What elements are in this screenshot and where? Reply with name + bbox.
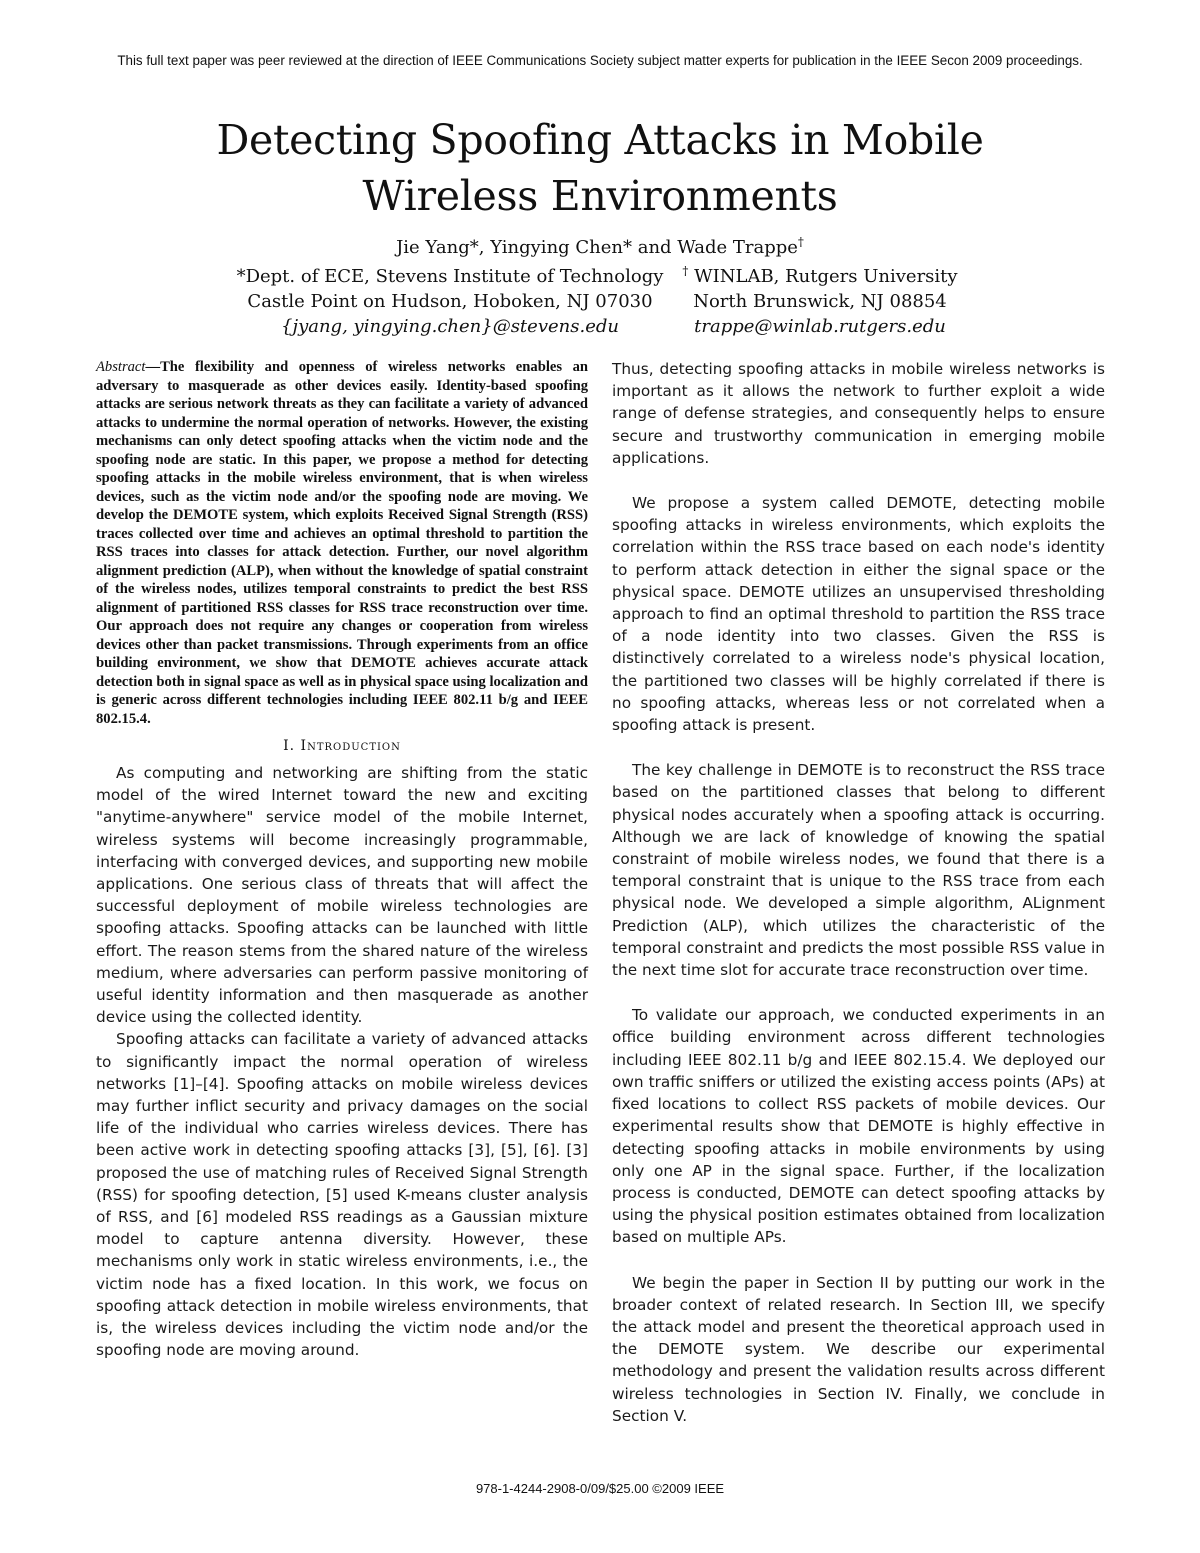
affiliation-stevens-email: {jyang, yingying.chen}@stevens.edu xyxy=(281,316,619,337)
affiliation-winlab-address: North Brunswick, NJ 08854 xyxy=(693,291,947,312)
author-dagger: † xyxy=(797,235,804,249)
affiliation-stevens-address: Castle Point on Hudson, Hoboken, NJ 07030 xyxy=(247,291,653,312)
title-line-2: Wireless Environments xyxy=(362,172,838,220)
intro-paragraph-2: Spoofing attacks can facilitate a variety of advanced attacks to significantly impact the normal operation of wireless networks [1]–[4]. Spoofing attacks on mobile wireless devices may further inflict security and privacy damages on the social life of the individual who carries wireless devices. There has been active work in detecting spoofing attacks [3], [5], [6]. [3] proposed the use of matching rules of Received Signal Strength (RSS) for spoofing detection, [5] used K-means cluster analysis of RSS, and [6] modeled RSS readings as a Gaussian mixture model to capture antenna diversity. However, these mechanisms only work in static wireless environments, i.e., the victim node has a fixed location. In this work, we focus on spoofing attack detection in mobile wireless environments, that is, the wireless devices including the victim node and/or the spoofing node are moving around. xyxy=(96,1030,588,1360)
affiliation-winlab-name: WINLAB, Rutgers University xyxy=(688,266,958,287)
right-column xyxy=(612,358,1105,1427)
abstract-label: Abstract xyxy=(96,359,146,375)
left-column xyxy=(96,358,588,1361)
right-paragraph-5: We begin the paper in Section II by putting our work in the broader context of related research. In Section III, we specify the attack model and present the theoretical approach used in the DEMOTE system. We describe our experimental methodology and present the validation results across different wireless technologies in Section IV. Finally, we conclude in Section V. xyxy=(612,1273,1105,1425)
section-heading-introduction: I. Introduction xyxy=(283,738,401,754)
right-paragraph-4: To validate our approach, we conducted experiments in an office building environment across different technologies including IEEE 802.11 b/g and IEEE 802.15.4. We deployed our own traffic sniffers or utilized the existing access points (APs) at fixed locations to collect RSS packets of mobile devices. Our experimental results show that DEMOTE is highly effective in detecting spoofing attacks in mobile environments by using only one AP in the signal space. Further, if the localization process is conducted, DEMOTE can detect spoofing attacks by using the physical position estimates obtained from localization based on multiple APs. xyxy=(612,1006,1105,1247)
author-list xyxy=(0,237,1200,259)
right-paragraph-3: The key challenge in DEMOTE is to reconstruct the RSS trace based on the partitioned classes that belong to different physical nodes accurately when a spoofing attack is occurring. Although we are lack of knowledge of knowing the spatial constraint of mobile wireless nodes, we found that there is a temporal constraint that is unique to the RSS trace from each physical node. We developed a simple algorithm, ALignment Prediction (ALP), which utilizes the characteristic of the temporal constraint and predicts the most possible RSS value in the next time slot for accurate trace reconstruction over time. xyxy=(612,761,1105,980)
peer-review-note: This full text paper was peer reviewed at the direction of IEEE Communications Society subject matter experts for publication in the IEEE Secon 2009 proceedings. xyxy=(117,53,1083,68)
copyright-footer: 978-1-4244-2908-0/09/$25.00 ©2009 IEEE xyxy=(475,1481,725,1496)
affiliation-stevens-dept: *Dept. of ECE, Stevens Institute of Technology xyxy=(236,266,664,287)
abstract-text: —The flexibility and openness of wireless networks enables an adversary to masquerade as other devices easily. Identity-based spoofing attacks are serious network threats as they can facilitate a variety of advanced attacks to undermine the normal operation of networks. However, the existing mechanisms can only detect spoofing attacks when the victim node and the spoofing node are static. In this paper, we propose a method for detecting spoofing attacks in the mobile wireless environment, that is when wireless devices, such as the victim node and/or the spoofing node are moving. We develop the DEMOTE system, which exploits Received Signal Strength (RSS) traces collected over time and achieves an optimal threshold to partition the RSS traces into classes for attack detection. Further, our novel algorithm alignment prediction (ALP), when without the knowledge of spatial constraint of the wireless nodes, utilizes temporal constraints to predict the best RSS alignment of partitioned RSS classes for RSS trace reconstruction over time. Our approach does not require any changes or cooperation from wireless devices other than packet transmissions. Through experiments from an office building environment, we show that DEMOTE achieves accurate attack detection both in signal space as well as in physical space using localization and is generic across different technologies including IEEE 802.11 b/g and IEEE 802.15.4. xyxy=(96,359,588,727)
winlab-dagger: † xyxy=(682,264,689,278)
intro-paragraph-1: As computing and networking are shifting from the static model of the wired Internet toward the new and exciting "anytime-anywhere" service model of the mobile Internet, wireless systems will become increasingly programmable, interfacing with converged devices, and supporting new mobile applications. One serious class of threats that will affect the successful deployment of mobile wireless technologies are spoofing attacks. Spoofing attacks can be launched with little effort. The reason stems from the shared nature of the wireless medium, where adversaries can perform passive monitoring of useful identity information and then masquerade as another device using the collected identity. xyxy=(96,764,588,1027)
author-names: Jie Yang*, Yingying Chen* and Wade Trappe xyxy=(396,237,798,258)
affiliation-winlab xyxy=(668,264,972,339)
abstract xyxy=(96,358,588,728)
right-paragraph-1: Thus, detecting spoofing attacks in mobile wireless networks is important as it allows the network to further exploit a wide range of defense strategies, and consequently helps to ensure secure and trustworthy communication in emerging mobile applications. xyxy=(612,360,1105,467)
title-line-1: Detecting Spoofing Attacks in Mobile xyxy=(216,116,984,164)
affiliation-winlab-email: trappe@winlab.rutgers.edu xyxy=(694,316,946,337)
affiliation-stevens xyxy=(228,264,672,339)
paper-title xyxy=(0,112,1200,224)
right-paragraph-2: We propose a system called DEMOTE, detecting mobile spoofing attacks in wireless environments, which exploits the correlation within the RSS trace based on each node's identity to perform attack detection in either the signal space or the physical space. DEMOTE utilizes an unsupervised thresholding approach to find an optimal threshold to partition the RSS trace of a node identity into two classes. Given the RSS is distinctively correlated to a wireless node's physical location, the partitioned two classes will be highly correlated if there is no spoofing attacks, whereas less or not correlated when a spoofing attack is present. xyxy=(612,494,1105,735)
